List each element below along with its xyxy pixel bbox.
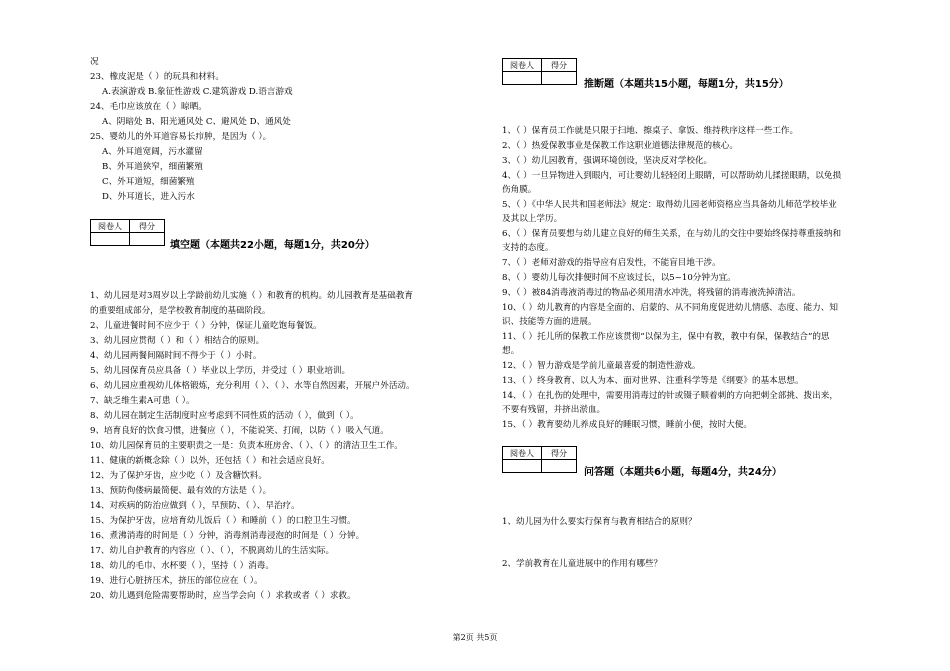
question-25-option-b: B、外耳道狭窄，细菌繁殖 (102, 162, 203, 172)
question-24-options: A、阴暗处 B、阳光通风处 C、避风处 D、通风处 (102, 117, 291, 127)
judge-line: 15、（ ）教育要幼儿养成良好的睡眠习惯，睡前小便，按时大便。 (502, 420, 752, 430)
grader-cell (91, 233, 130, 246)
score-label: 得分 (130, 220, 165, 233)
fill-line: 18、幼儿的毛巾、水杯要（ ），坚持（ ）消毒。 (90, 561, 274, 571)
fill-line: 19、进行心脏挤压术，挤压的部位应在（ ）。 (90, 576, 263, 586)
judge-line: 1、（ ）保育员工作就是只限于扫地、擦桌子、拿饭、维持秩序这样一些工作。 (502, 126, 799, 136)
fill-line: 20、幼儿遇到危险需要帮助时，应当学会向（ ）求救或者（ ）求救。 (90, 591, 356, 601)
fill-line: 的重要组成部分，是学校教育制度的基础阶段。 (90, 306, 271, 316)
judge-line: 14、（ ）在扎伤的处理中，需要用消毒过的针或镊子顺着刺的方向把刺全部挑、拨出来， (502, 391, 838, 401)
judge-line: 8、（ ）婴幼儿每次排便时间不应该过长，以5~10分钟为宜。 (502, 273, 736, 283)
judge-line: 想。 (502, 346, 520, 356)
score-cell (130, 233, 165, 246)
judge-line: 7、（ ）老师对游戏的指导应有启发性，不能盲目地干涉。 (502, 258, 721, 268)
judge-line: 6、（ ）保育员要想与幼儿建立良好的师生关系，在与幼儿的交往中要始终保持尊重接纳和 (502, 229, 842, 239)
section-title-qa: 问答题（本题共6小题，每题4分，共24分） (584, 467, 782, 478)
score-cell (542, 72, 577, 85)
question-23-options: A.表演游戏 B.象征性游戏 C.建筑游戏 D.语言游戏 (102, 87, 293, 97)
question-25-option-a: A、外耳道宽阔，污水灌留 (102, 147, 203, 157)
question-25-option-c: C、外耳道短，细菌繁殖 (102, 177, 195, 187)
fill-line: 14、对疾病的防治应做到（ ），早预防、（ ）、早治疗。 (90, 501, 300, 511)
judge-line: 5、（ ）《中华人民共和国老师法》规定：取得幼儿园老师资格应当具备幼儿师范学校毕业 (502, 200, 837, 210)
fill-line: 1、幼儿园是对3周岁以上学龄前幼儿实施（ ）和教育的机构。幼儿园教育是基础教育 (90, 291, 414, 301)
judge-line: 3、（ ）幼儿园教育，强调环境创设，坚决反对学校化。 (502, 156, 713, 166)
question-24: 24、毛巾应该放在（ ）晾晒。 (90, 102, 207, 112)
judge-line: 11、（ ）托儿所的保教工作应该贯彻“以保为主，保中有教，教中有保，保教结合”的思 (502, 332, 830, 342)
text-line: 况 (90, 57, 99, 67)
judge-line: 及其以上学历。 (502, 214, 563, 224)
fill-line: 4、幼儿园两餐间隔时间不得少于（ ）小时。 (90, 351, 262, 361)
fill-line: 15、为保护牙齿，应培育幼儿饭后（ ）和睡前（ ）的口腔卫生习惯。 (90, 516, 356, 526)
question-23: 23、橡皮泥是（ ）的玩具和材料。 (90, 72, 224, 82)
score-cell (542, 460, 577, 473)
judge-line: 12、（ ）智力游戏是学前儿童最喜爱的制造性游戏。 (502, 361, 701, 371)
fill-line: 6、幼儿园应重视幼儿体格锻炼，充分利用（ ）、（ ）、水等自然因素，开展户外活动。 (90, 381, 415, 391)
page-number: 第2页 共5页 (452, 633, 498, 642)
judge-line: 2、（ ）热爱保教事业是保教工作这职业道德法律规范的核心。 (502, 141, 738, 151)
fill-line: 9、培育良好的饮食习惯，进餐应（ ），不能说笑、打闹，以防（ ）吸入气道。 (90, 426, 389, 436)
fill-line: 11、健康的新概念除（ ）以外，还包括（ ）和社会适应良好。 (90, 456, 330, 466)
fill-line: 3、幼儿园应贯彻（ ）和（ ）相结合的原则。 (90, 336, 265, 346)
fill-line: 17、幼儿自护教育的内容应（ ）、（ ），不脱离幼儿的生活实际。 (90, 546, 335, 556)
grader-cell (503, 460, 542, 473)
score-label: 得分 (542, 59, 577, 72)
fill-line: 7、缺乏维生素A可患（ ）。 (90, 396, 195, 406)
score-box (90, 219, 165, 246)
grader-label: 阅卷人 (503, 447, 542, 460)
score-box (502, 58, 577, 85)
fill-line: 2、儿童进餐时间不应少于（ ）分钟，保证儿童吃饱每餐饭。 (90, 321, 322, 331)
judge-line: 伤角膜。 (502, 185, 537, 195)
qa-question: 2、学前教育在儿童进展中的作用有哪些？ (502, 559, 663, 569)
qa-question: 1、幼儿园为什么要实行保育与教育相结合的原则？ (502, 517, 697, 527)
score-label: 得分 (542, 447, 577, 460)
judge-line: 支持的态度。 (502, 243, 554, 253)
fill-line: 5、幼儿园保育员应具备（ ）毕业以上学历，并受过（ ）职业培训。 (90, 366, 351, 376)
fill-line: 10、幼儿园保育员的主要职责之一是：负责本班房舍、（ ）、（ ）的清洁卫生工作。 (90, 441, 403, 451)
question-25-option-d: D、外耳道长，进入污水 (102, 192, 195, 202)
judge-line: 不要有残留，并挤出淤血。 (502, 405, 606, 415)
question-25: 25、婴幼儿的外耳道容易长疖肿，是因为（ ）。 (90, 132, 272, 142)
section-title-judge: 推断题（本题共15小题，每题1分，共15分） (584, 79, 789, 90)
fill-line: 16、煮沸消毒的时间是（ ）分钟，消毒剂消毒浸泡的时间是（ ）分钟。 (90, 531, 365, 541)
judge-line: 9、（ ）被84消毒液消毒过的物品必须用清水冲洗，将残留的消毒液洗掉清洁。 (502, 288, 801, 298)
judge-line: 识、技能等方面的进展。 (502, 317, 597, 327)
judge-line: 4、（ ）一旦异物进入到眼内，可让婴幼儿轻轻闭上眼睛，可以帮助幼儿揉搓眼睛，以免损 (502, 171, 842, 181)
fill-line: 13、预防佝偻病最简便、最有效的方法是（ ）。 (90, 486, 272, 496)
grader-label: 阅卷人 (503, 59, 542, 72)
fill-line: 8、幼儿园在制定生活制度时应考虑到不同性质的活动（ ），做到（ ）。 (90, 411, 359, 421)
grader-label: 阅卷人 (91, 220, 130, 233)
judge-line: 13、（ ）终身教育、以人为本、面对世界、注重科学等是《纲要》的基本思想。 (502, 376, 804, 386)
judge-line: 10、（ ）幼儿教育的内容是全面的、启蒙的、从不同角度促进幼儿情感、态度、能力、知 (502, 303, 838, 313)
score-box (502, 446, 577, 473)
fill-line: 12、为了保护牙齿，应少吃（ ）及含糖饮料。 (90, 471, 267, 481)
section-title-fill: 填空题（本题共22小题，每题1分，共20分） (170, 240, 375, 251)
grader-cell (503, 72, 542, 85)
